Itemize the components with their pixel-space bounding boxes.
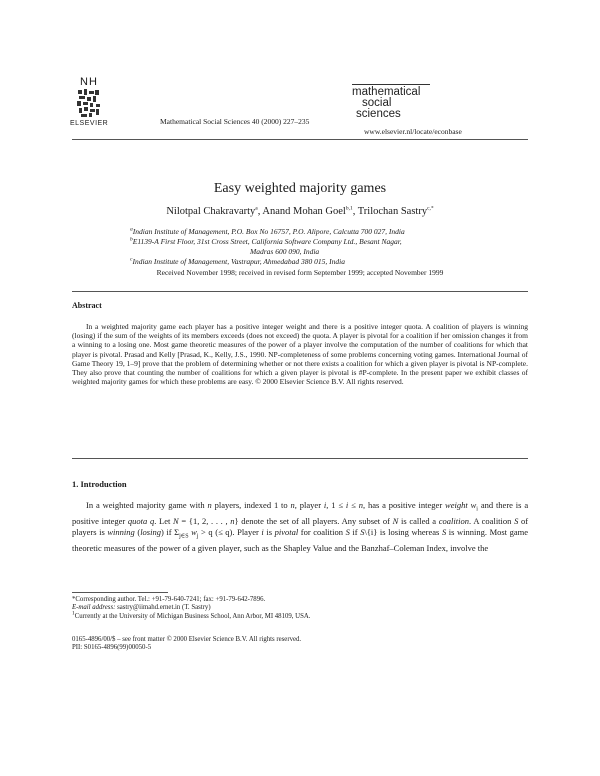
author-name: Trilochan Sastry — [357, 206, 428, 217]
brand-line: social — [362, 97, 392, 109]
publisher-logo — [72, 78, 106, 124]
pii-line: PII: S0165-4896(99)00050-5 — [72, 644, 152, 652]
author-name: Anand Mohan Goel — [262, 206, 346, 217]
abstract-text: In a weighted majority game each player has a positive integer weight and there is a positive integer quota. A coalition of players is winning (losing) if the sum of the weights of its members exceeds (does not exceed) the quota. A player is pivotal for a coalition if her omission changes it from a winning to a losing one. Most game theoretic measures of the power of a player involve the computation of the number of coalitions for which that player is pivotal. Prasad and Kelly [Prasad, K., Kelly, J.S., 1990. NP-completeness of some problems concerning voting games. International Journal of Game Theory 19, 1–9] prove that the problem of determining whether or not there exists a coalition for which a given player is pivotal is NP-complete. They also prove that counting the number of coalitions for which a given player is pivotal is #P-complete. In the present paper we exhibit classes of weighted majority games for which these problems are easy. © 2000 Elsevier Science B.V. All rights reserved. — [72, 322, 528, 387]
abstract-end-divider — [72, 458, 528, 459]
brand-rule — [352, 84, 430, 85]
brand-line: sciences — [356, 108, 401, 120]
affiliation: Madras 600 090, India — [250, 247, 320, 256]
author-list: Nilotpal Chakravarty$^a$, Anand Mohan Goel$^{b,1}$, Trilochan Sastry$^{c,*}$ — [166, 205, 434, 217]
affiliation: $^b$E1139-A First Floor, 31st Cross Street, California Software Company Ltd., Besant Nagar, — [130, 236, 402, 246]
received-dates: Received November 1998; received in revised form September 1999; accepted November 1999 — [156, 268, 444, 277]
footnote-rule — [72, 592, 168, 593]
abstract-heading: Abstract — [72, 301, 102, 310]
copyright-line: 0165-4896/00/$ – see front matter © 2000 Elsevier Science B.V. All rights reserved. — [72, 636, 302, 643]
intro-paragraph: In a weighted majority game with n players, indexed 1 to n, player i, 1 ≤ i ≤ n, has a positive integer weight $w_i$ and there is a positive integer quota q. Let N = {1, 2, . . . , n} denote the set of all players. Any subset of N is called a coalition. A coalition S of players is winning (losing) if $\Sigma_{j\in S}$ $w_j > q$ (≤ q). Player i is pivotal for coalition S if S\{i} is losing whereas S is winning. Most game theoretic measures of the power of a given player, such as the Shapley Value and the Banzhaf–Coleman Index, involve the — [72, 500, 529, 554]
journal-reference: Mathematical Social Sciences 40 (2000) 227–235 — [160, 117, 310, 126]
author-sup: b,1 — [345, 205, 353, 212]
brand-line: mathematical — [352, 86, 421, 98]
author-sup: a — [255, 205, 258, 212]
footnote-corresponding: *Corresponding author. Tel.: +91-79-640-7241; fax: +91-79-642-7896. — [72, 596, 266, 603]
publisher-emblem-icon — [76, 88, 102, 118]
affiliations — [130, 227, 490, 267]
footnote-1: $^1$Currently at the University of Michigan Business School, Ann Arbor, MI 48109, USA. — [72, 610, 311, 620]
journal-brand — [352, 84, 432, 120]
paper-title: Easy weighted majority games — [213, 181, 387, 196]
affiliation: $^a$Indian Institute of Management, P.O. Box No 16757, P.O. Alipore, Calcutta 700 027, India — [130, 226, 405, 236]
footnote-block — [72, 596, 528, 621]
logo-mark-text: NH — [80, 76, 98, 88]
section-heading: 1. Introduction — [72, 479, 127, 489]
footnote-email: E-mail address: sastry@iimahd.ernet.in (T. Sastry) — [72, 604, 211, 612]
author-name: Nilotpal Chakravarty — [166, 206, 256, 217]
abstract-divider — [72, 291, 528, 292]
header-divider — [72, 139, 528, 140]
affiliation: $^c$Indian Institute of Management, Vastrapur, Ahmedabad 380 015, India — [130, 256, 346, 266]
copyright-block — [72, 636, 528, 653]
publisher-name: ELSEVIER — [70, 120, 109, 127]
author-sup: c,* — [427, 205, 434, 212]
journal-website[interactable]: www.elsevier.nl/locate/econbase — [364, 127, 462, 136]
